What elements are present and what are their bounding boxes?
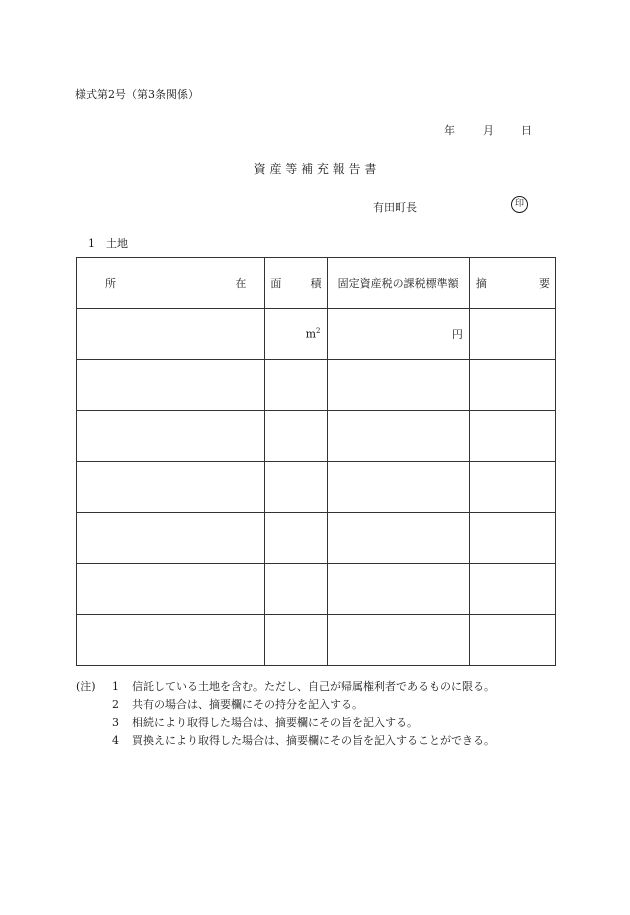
cell-location[interactable]	[77, 513, 265, 564]
cell-note[interactable]	[469, 309, 555, 360]
note-item	[76, 696, 495, 714]
addressee: 有田町長	[373, 201, 417, 214]
header-area-char-2: 積	[310, 277, 322, 290]
note-text: 相続により取得した場合は、摘要欄にその旨を記入する。	[132, 716, 418, 729]
note-number: 3	[112, 716, 119, 729]
table-row	[77, 462, 556, 513]
notes-section	[76, 678, 495, 750]
cell-location[interactable]	[77, 411, 265, 462]
table-header-row	[77, 258, 556, 309]
date-day-label: 日	[521, 124, 532, 137]
cell-assessed-value[interactable]	[327, 615, 469, 666]
note-item	[76, 732, 495, 750]
cell-assessed-value[interactable]	[327, 411, 469, 462]
header-assessed-value: 固定資産税の課税標準額	[327, 258, 469, 309]
cell-location[interactable]	[77, 615, 265, 666]
table-row	[77, 513, 556, 564]
cell-note[interactable]	[469, 615, 555, 666]
cell-assessed-value[interactable]	[327, 309, 469, 360]
cell-assessed-value[interactable]	[327, 564, 469, 615]
notes-label: (注)	[76, 680, 96, 693]
header-location	[77, 258, 265, 309]
note-text: 共有の場合は、摘要欄にその持分を記入する。	[132, 698, 363, 711]
table-row	[77, 309, 556, 360]
cell-location[interactable]	[77, 564, 265, 615]
seal-mark: 印	[511, 196, 528, 213]
cell-assessed-value[interactable]	[327, 462, 469, 513]
note-number: 1	[112, 680, 119, 693]
note-item	[76, 714, 495, 732]
cell-location[interactable]	[77, 462, 265, 513]
cell-assessed-value[interactable]	[327, 360, 469, 411]
cell-location[interactable]	[77, 309, 265, 360]
note-text: 信託している土地を含む。ただし、自己が帰属権利者であるものに限る。	[132, 680, 495, 693]
area-unit: m	[305, 327, 317, 341]
table-row	[77, 411, 556, 462]
cell-area[interactable]	[265, 462, 327, 513]
cell-area[interactable]	[265, 411, 327, 462]
cell-note[interactable]	[469, 411, 555, 462]
section-heading: 1 土地	[88, 237, 128, 250]
cell-area[interactable]	[265, 615, 327, 666]
table-row	[77, 360, 556, 411]
form-number: 様式第2号（第3条関係）	[75, 88, 199, 101]
date-line	[444, 122, 532, 138]
date-year-label: 年	[444, 124, 455, 137]
cell-note[interactable]	[469, 360, 555, 411]
area-unit-sup: 2	[316, 327, 321, 336]
header-location-char-2: 在	[235, 277, 247, 290]
cell-area[interactable]	[265, 309, 327, 360]
cell-note[interactable]	[469, 513, 555, 564]
header-note-char-2: 要	[539, 277, 550, 290]
table-row	[77, 564, 556, 615]
note-number: 4	[112, 734, 119, 747]
value-unit: 円	[451, 328, 463, 341]
cell-area[interactable]	[265, 513, 327, 564]
table-row	[77, 615, 556, 666]
date-month-label: 月	[483, 124, 494, 137]
cell-location[interactable]	[77, 360, 265, 411]
cell-note[interactable]	[469, 564, 555, 615]
document-title: 資 産 等 補 充 報 告 書	[253, 162, 377, 176]
cell-area[interactable]	[265, 360, 327, 411]
header-note	[469, 258, 555, 309]
header-note-char-1: 摘	[475, 277, 487, 290]
header-area	[265, 258, 327, 309]
header-location-char-1: 所	[105, 277, 116, 290]
note-text: 買換えにより取得した場合は、摘要欄にその旨を記入することができる。	[132, 734, 495, 747]
note-number: 2	[112, 698, 119, 711]
cell-area[interactable]	[265, 564, 327, 615]
land-table	[76, 257, 556, 666]
header-area-char-1: 面	[270, 277, 282, 290]
cell-assessed-value[interactable]	[327, 513, 469, 564]
cell-note[interactable]	[469, 462, 555, 513]
note-item	[76, 678, 495, 696]
